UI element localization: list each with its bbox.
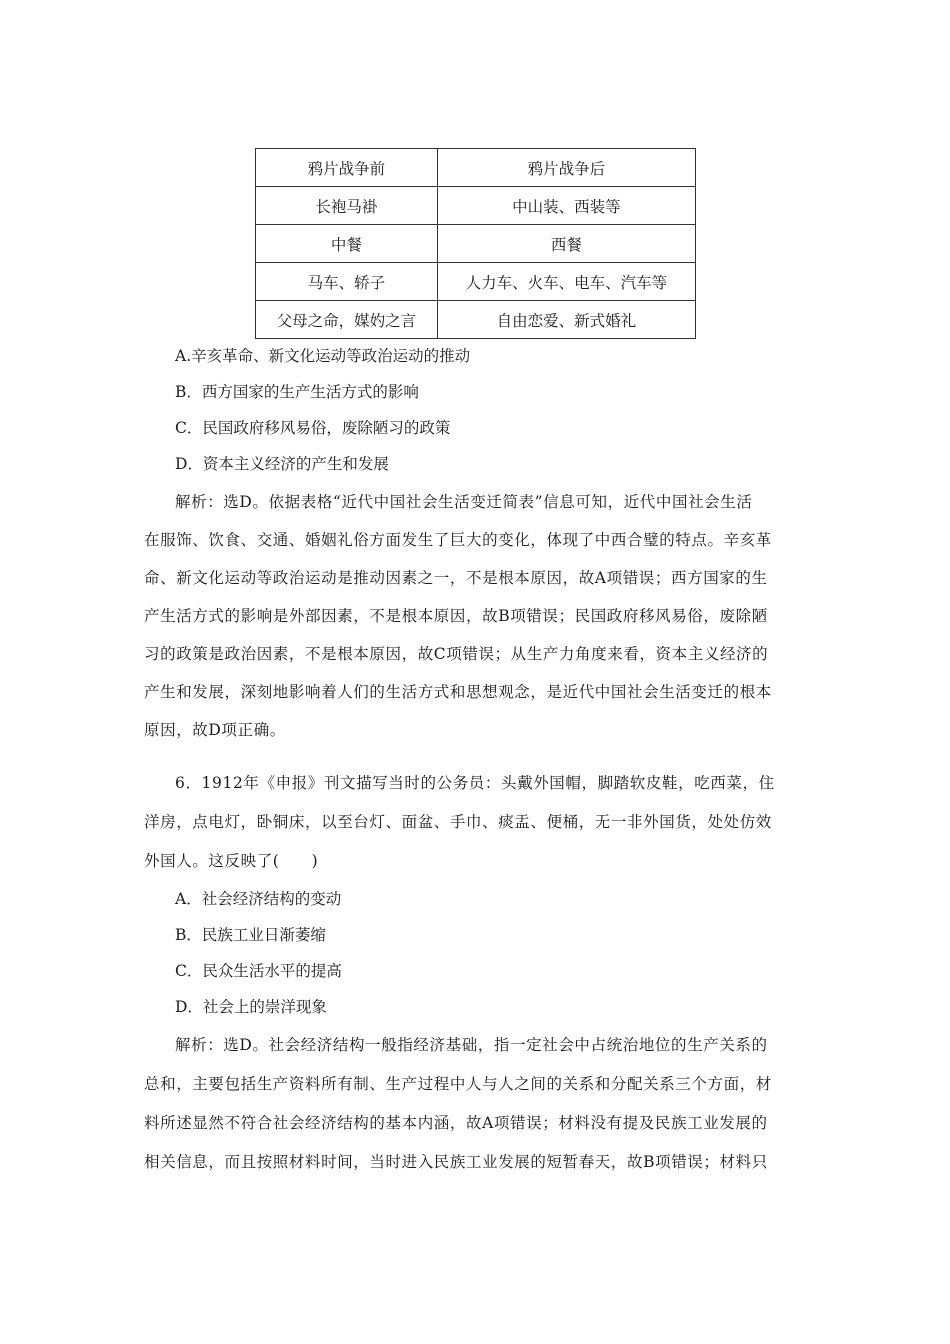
table-row (256, 301, 696, 339)
q6-option-b: B．民族工业日渐萎缩 (175, 926, 326, 944)
q5-analysis-line: 在服饰、饮食、交通、婚姻礼俗方面发生了巨大的变化，体现了中西合璧的特点。辛亥革 (144, 531, 772, 549)
q6-option-a: A．社会经济结构的变动 (175, 890, 342, 908)
q5-analysis-line: 产生和发展，深刻地影响着人们的生活方式和思想观念，是近代中国社会生活变迁的根本 (144, 683, 772, 701)
table-header-row (256, 149, 696, 187)
q5-analysis-line: 命、新文化运动等政治运动是推动因素之一，不是根本原因，故A项错误；西方国家的生 (144, 569, 768, 587)
comparison-table (255, 148, 696, 339)
table-header-cell: 鸦片战争前 (256, 149, 438, 187)
table-row (256, 225, 696, 263)
q6-analysis-line: 料所述显然不符合社会经济结构的基本内涵，故A项错误；材料没有提及民族工业发展的 (144, 1114, 768, 1132)
q6-analysis-line: 相关信息，而且按照材料时间，当时进入民族工业发展的短暂春天，故B项错误；材料只 (144, 1153, 768, 1171)
q6-option-d: D．社会上的崇洋现象 (175, 998, 327, 1016)
q6-option-c: C．民众生活水平的提高 (175, 962, 342, 980)
q5-option-b: B．西方国家的生产生活方式的影响 (175, 383, 419, 401)
q5-option-a: A.辛亥革命、新文化运动等政治运动的推动 (175, 347, 471, 365)
table-cell: 中山装、西装等 (437, 187, 695, 225)
table-cell: 长袍马褂 (256, 187, 438, 225)
table-row (256, 263, 696, 301)
table-header-cell: 鸦片战争后 (437, 149, 695, 187)
table-cell: 人力车、火车、电车、汽车等 (437, 263, 695, 301)
q5-analysis-line: 原因，故D项正确。 (144, 721, 286, 739)
q5-option-d: D．资本主义经济的产生和发展 (175, 455, 389, 473)
q5-analysis-line: 产生活方式的影响是外部因素，不是根本原因，故B项错误；民国政府移风易俗，废除陋 (144, 607, 768, 625)
q6-stem-line: 6．1912年《申报》刊文描写当时的公务员：头戴外国帽，脚踏软皮鞋，吃西菜，住 (175, 774, 775, 792)
q6-analysis-line: 总和，主要包括生产资料所有制、生产过程中人与人之间的关系和分配关系三个方面，材 (144, 1075, 772, 1093)
q5-option-c: C．民国政府移风易俗，废除陋习的政策 (175, 419, 451, 437)
table-row (256, 187, 696, 225)
q5-analysis-line: 习的政策是政治因素，不是根本原因，故C项错误；从生产力角度来看，资本主义经济的 (144, 645, 769, 663)
table-cell: 中餐 (256, 225, 438, 263)
q5-analysis-line: 解析：选D。依据表格“近代中国社会生活变迁简表”信息可知，近代中国社会生活 (175, 493, 753, 511)
table-cell: 西餐 (437, 225, 695, 263)
q6-stem-line: 洋房，点电灯，卧铜床，以至台灯、面盆、手巾、痰盂、便桶，无一非外国货，处处仿效 (144, 813, 772, 831)
q6-analysis-line: 解析：选D。社会经济结构一般指经济基础，指一定社会中占统治地位的生产关系的 (175, 1036, 768, 1054)
table-cell: 马车、轿子 (256, 263, 438, 301)
table-cell: 父母之命，媒妁之言 (256, 301, 438, 339)
q6-stem-line: 外国人。这反映了( ) (144, 852, 319, 870)
table-cell: 自由恋爱、新式婚礼 (437, 301, 695, 339)
